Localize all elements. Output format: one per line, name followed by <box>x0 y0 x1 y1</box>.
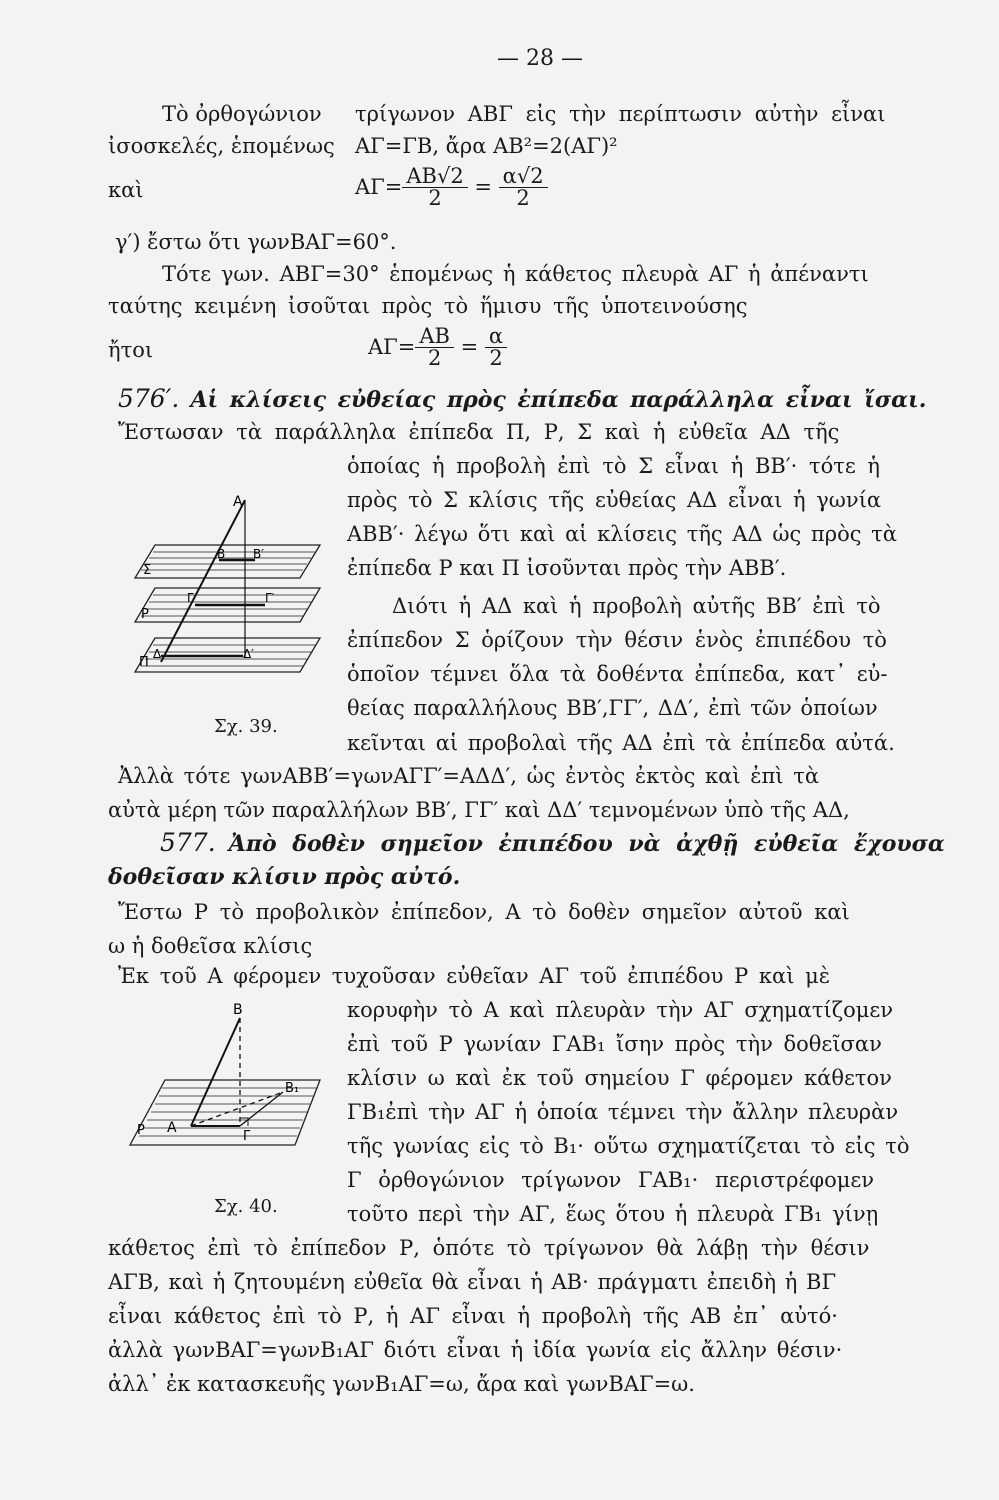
para-576-line-6: Διότι ἡ ΑΔ καὶ ἡ προβολὴ αὐτῆς ΒΒ′ ἐπὶ τὸ <box>392 594 881 618</box>
para-577-line-8: τῆς γωνίας εἰς τὸ Β₁· οὕτω σχηματίζεται τὸ εἰς τὸ <box>347 1134 910 1158</box>
label-g: Γ <box>187 591 194 605</box>
section-577-number: 577. <box>160 828 216 857</box>
para-577-line-7: ΓΒ₁ἐπὶ τὴν ΑΓ ἡ ὁποία τέμνει τὴν ἄλλην πλευρὰν <box>347 1100 899 1124</box>
para-577-line-1: Ἔστω Ρ τὸ προβολικὸν ἐπίπεδον, Α τὸ δοθὲν σημεῖον αὐτοῦ καὶ <box>118 900 850 924</box>
label-p-40: Ρ <box>137 1123 145 1138</box>
figure-39-caption: Σχ. 39. <box>214 716 278 737</box>
segment-ab <box>191 1018 240 1126</box>
fraction-1 <box>402 166 467 209</box>
para-576-line-5: ἐπίπεδα Ρ και Π ἰσοῦνται πρὸς τὴν ΑΒΒ′. <box>347 556 787 580</box>
para-576-line-1: Ἔστωσαν τὰ παράλληλα ἐπίπεδα Π, Ρ, Σ καὶ ἡ εὐθεῖα ΑΔ τῆς <box>118 420 840 444</box>
para-576-line-8: ὁποῖον τέμνει ὅλα τὰ δοθέντα ἐπίπεδα, κατ᾿ εὐ- <box>347 662 888 686</box>
para-577-line-3: Ἐκ τοῦ Α φέρομεν τυχοῦσαν εὐθεῖαν ΑΓ τοῦ ἐπιπέδου Ρ καὶ μὲ <box>118 964 831 988</box>
fraction-2-num: α√2 <box>499 166 548 188</box>
figure-40 <box>125 1000 325 1150</box>
fraction-4-den: 2 <box>489 346 503 370</box>
section-576-heading <box>118 384 926 413</box>
label-sigma: Σ <box>143 563 152 578</box>
para-576-line-9: θείας παραλλήλους ΒΒ′,ΓΓ′, ΔΔ′, ἐπὶ τῶν ὁποίων <box>347 696 878 720</box>
label-d1: Δ′ <box>243 647 254 661</box>
section-577-title-2: δοθεῖσαν κλίσιν πρὸς αὐτό. <box>108 864 461 890</box>
para-576-line-11: Ἀλλὰ τότε γωνΑΒΒ′=γωνΑΓΓ′=ΑΔΔ′, ὡς ἐντὸς ἐκτὸς καὶ ἐπὶ τὰ <box>118 764 820 788</box>
para-577-line-6: κλίσιν ω καὶ ἐκ τοῦ σημείου Γ φέρομεν κάθετον <box>347 1066 892 1090</box>
fraction-1-num: ΑΒ√2 <box>402 166 467 188</box>
plane-sigma <box>135 545 320 578</box>
para-576-line-12: αὐτὰ μέρη τῶν παραλλήλων ΒΒ′, ΓΓ′ καὶ ΔΔ′ τεμνομένων ὑπὸ τῆς ΑΔ, <box>108 798 850 822</box>
label-rho: Ρ <box>141 607 149 622</box>
para-577-line-4: κορυφὴν τὸ Α καὶ πλευρὰν τὴν ΑΓ σχηματίζομεν <box>347 998 894 1022</box>
section-576-number: 576′. <box>118 384 180 413</box>
formula-2-lhs: ΑΓ= <box>368 335 416 359</box>
fraction-3-den: 2 <box>427 346 442 370</box>
segment-gb1 <box>240 1092 283 1126</box>
para-576-line-4: ΑΒΒ′· λέγω ὅτι καὶ αἱ κλίσεις τῆς ΑΔ ὡς πρὸς τὰ <box>347 522 897 546</box>
line-2b: ΑΓ=ΓΒ, ἄρα ΑΒ²=2(ΑΓ)² <box>355 134 618 158</box>
para-577-line-14: ἀλλὰ γωνΒΑΓ=γωνΒ₁ΑΓ διότι εἶναι ἡ ἰδία γωνία εἰς ἄλλην θέσιν· <box>108 1338 843 1362</box>
line-3a: καὶ <box>108 178 144 202</box>
formula-2: ΑΓ= $\frac{AB}{2}$ = $\frac{\alpha}{2}$ <box>368 326 507 369</box>
section-576-title: Αἱ κλίσεις εὐθείας πρὸς ἐπίπεδα παράλληλα εἶναι ἴσαι. <box>190 387 927 413</box>
section-577-title-1: Ἀπὸ δοθὲν σημεῖον ἐπιπέδου νὰ ἀχθῇ εὐθεῖα ἔχουσα <box>228 831 945 857</box>
para-577-line-12: ΑΓΒ, καὶ ἡ ζητουμένη εὐθεῖα θὰ εἶναι ἡ ΑΒ· πράγματι ἐπειδὴ ἡ ΒΓ <box>108 1270 837 1294</box>
page-number: — 28 — <box>497 46 583 71</box>
fraction-4 <box>485 326 507 369</box>
para-576-line-7: ἐπίπεδον Σ ὁρίζουν τὴν θέσιν ἑνὸς ἐπιπέδου τὸ <box>347 628 887 652</box>
formula-1-lhs: ΑΓ= <box>355 175 403 199</box>
fraction-4-num: α <box>485 326 507 348</box>
para-576-line-2: ὁποίας ἡ προβολὴ ἐπὶ τὸ Σ εἶναι ἡ ΒΒ′· τότε ἡ <box>347 454 880 478</box>
label-b-40: Β <box>233 1002 243 1018</box>
label-g1: Γ′ <box>265 591 275 605</box>
para-577-line-15: ἀλλ᾿ ἐκ κατασκευῆς γωνΒ₁ΑΓ=ω, ἄρα καὶ γωνΒΑΓ=ω. <box>108 1372 695 1396</box>
figure-40-caption: Σχ. 40. <box>214 1196 278 1217</box>
fraction-3 <box>415 326 454 369</box>
section-577-heading <box>160 828 945 857</box>
line-1b: τρίγωνον ΑΒΓ εἰς τὴν περίπτωσιν αὐτὴν εἶναι <box>355 102 886 126</box>
line-5: Τότε γων. ΑΒΓ=30° ἑπομένως ἡ κάθετος πλευρὰ ΑΓ ἡ ἀπέναντι <box>162 262 869 286</box>
para-577-line-10: τοῦτο περὶ τὴν ΑΓ, ἕως ὅτου ἡ πλευρὰ ΓΒ₁ γίνῃ <box>347 1202 879 1226</box>
label-g-40: Γ <box>243 1129 251 1144</box>
figure-39 <box>125 490 335 690</box>
para-577-line-11: κάθετος ἐπὶ τὸ ἐπίπεδον Ρ, ὁπότε τὸ τρίγωνον θὰ λάβῃ τὴν θέσιν <box>108 1236 870 1260</box>
line-6: ταύτης κειμένη ἰσοῦται πρὸς τὸ ἥμισυ τῆς ὑποτεινούσης <box>108 294 748 318</box>
label-pi: Π <box>139 655 149 670</box>
fraction-2 <box>499 166 548 209</box>
label-d: Δ <box>153 647 162 661</box>
label-b: Β <box>217 547 226 561</box>
para-576-line-3: πρὸς τὸ Σ κλίσις τῆς εὐθείας ΑΔ εἶναι ἡ γωνία <box>347 488 882 512</box>
line-1a: Τὸ ὀρθογώνιον <box>162 102 322 126</box>
para-577-line-13: εἶναι κάθετος ἐπὶ τὸ Ρ, ἡ ΑΓ εἶναι ἡ προβολὴ τῆς ΑΒ ἐπ᾿ αὐτό· <box>108 1304 838 1328</box>
fraction-2-den: 2 <box>516 186 530 210</box>
label-b1-40: Β₁ <box>285 1081 300 1096</box>
line-2a: ἰσοσκελές, ἑπομένως <box>108 134 335 158</box>
para-577-line-2: ω ἡ δοθεῖσα κλίσις <box>108 934 313 958</box>
label-a: Α <box>233 494 243 510</box>
para-576-line-10: κεῖνται αἱ προβολαὶ τῆς ΑΔ ἐπὶ τὰ ἐπίπεδα αὐτά. <box>347 731 895 755</box>
line-4: γ′) ἔστω ὅτι γωνΒΑΓ=60°. <box>115 230 397 254</box>
para-577-line-9: Γ ὀρθογώνιον τρίγωνον ΓΑΒ₁· περιστρέφομεν <box>347 1168 875 1192</box>
formula-1: ΑΓ= $\frac{AB√2}{2}$ = $\frac{\alpha√2}{2}$ <box>355 166 548 209</box>
para-577-line-5: ἐπὶ τοῦ Ρ γωνίαν ΓΑΒ₁ ἴσην πρὸς τὴν δοθεῖσαν <box>347 1032 882 1056</box>
line-7a: ἤτοι <box>108 338 154 362</box>
label-a-40: Α <box>167 1120 177 1136</box>
label-b1: Β′ <box>253 547 264 561</box>
fraction-1-den: 2 <box>428 186 442 210</box>
fraction-3-num: ΑΒ <box>415 326 454 348</box>
